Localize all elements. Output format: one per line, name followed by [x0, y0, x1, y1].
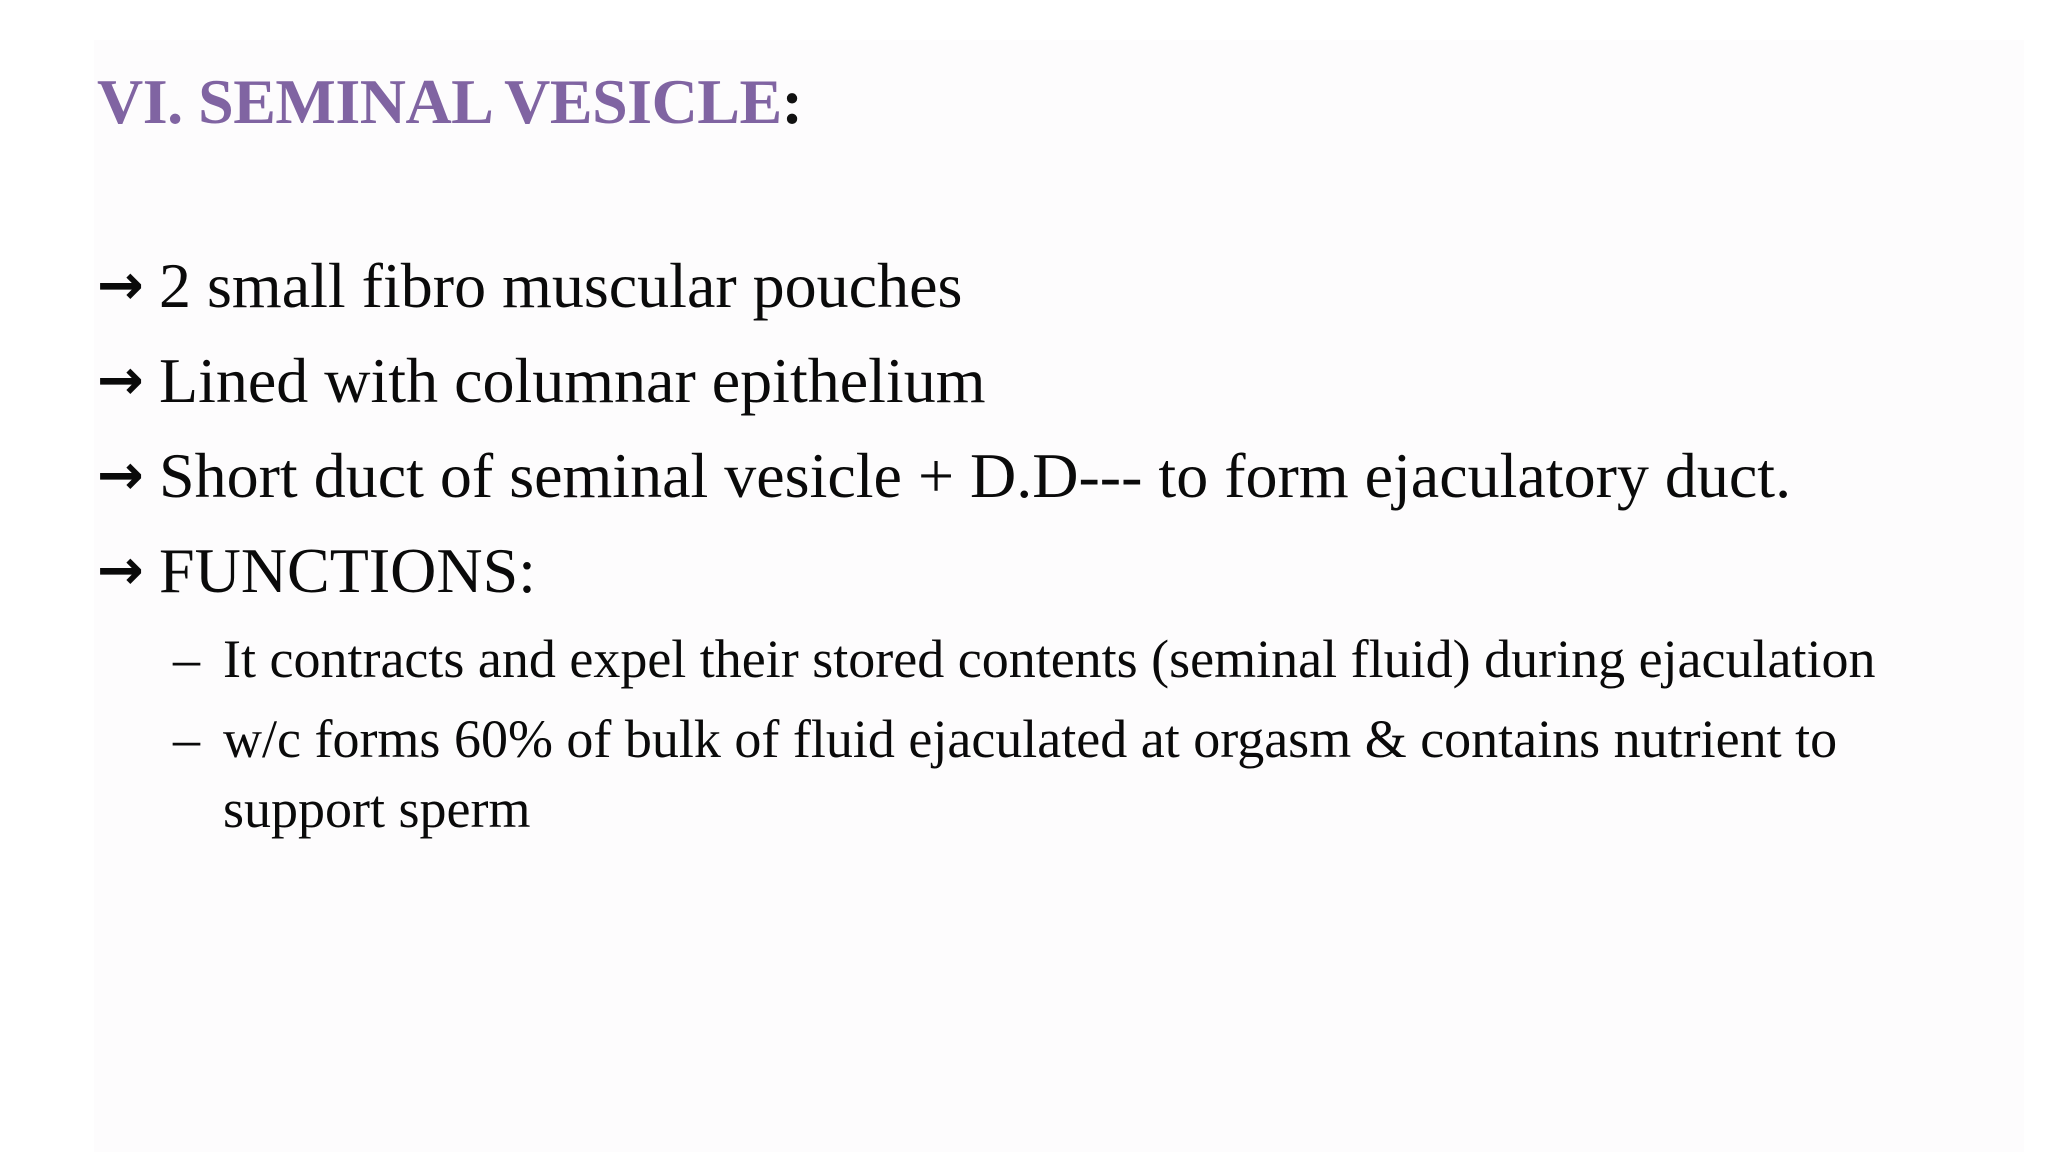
bullet-text: Short duct of seminal vesicle + D.D--- to form ejaculatory duct.	[159, 440, 1792, 511]
sub-bullet-text: w/c forms 60% of bulk of fluid ejaculated at orgasm & contains nutrient to support sperm	[223, 709, 1838, 839]
right-arrow-icon: →	[97, 253, 144, 318]
bullet-text: 2 small fibro muscular pouches	[159, 250, 963, 321]
right-arrow-icon: →	[97, 443, 144, 508]
bullet-item	[97, 525, 1997, 620]
title-text: VI. SEMINAL VESICLE	[97, 66, 782, 137]
bullet-item	[97, 240, 1997, 335]
bullet-text: Lined with columnar epithelium	[159, 345, 986, 416]
sub-bullet-item	[173, 704, 1983, 844]
slide-title	[97, 64, 802, 141]
bullet-item	[97, 430, 1997, 525]
bullet-text: FUNCTIONS:	[159, 535, 536, 606]
functions-sub-list	[97, 624, 1983, 854]
right-arrow-icon: →	[97, 538, 144, 603]
title-colon: :	[781, 66, 803, 137]
right-arrow-icon: →	[97, 348, 144, 413]
bullet-list	[97, 240, 1997, 620]
dash-icon: –	[173, 709, 200, 769]
sub-bullet-text: It contracts and expel their stored contents (seminal fluid) during ejaculation	[223, 629, 1876, 689]
bullet-item	[97, 335, 1997, 430]
dash-icon: –	[173, 629, 200, 689]
sub-bullet-item	[173, 624, 1983, 694]
